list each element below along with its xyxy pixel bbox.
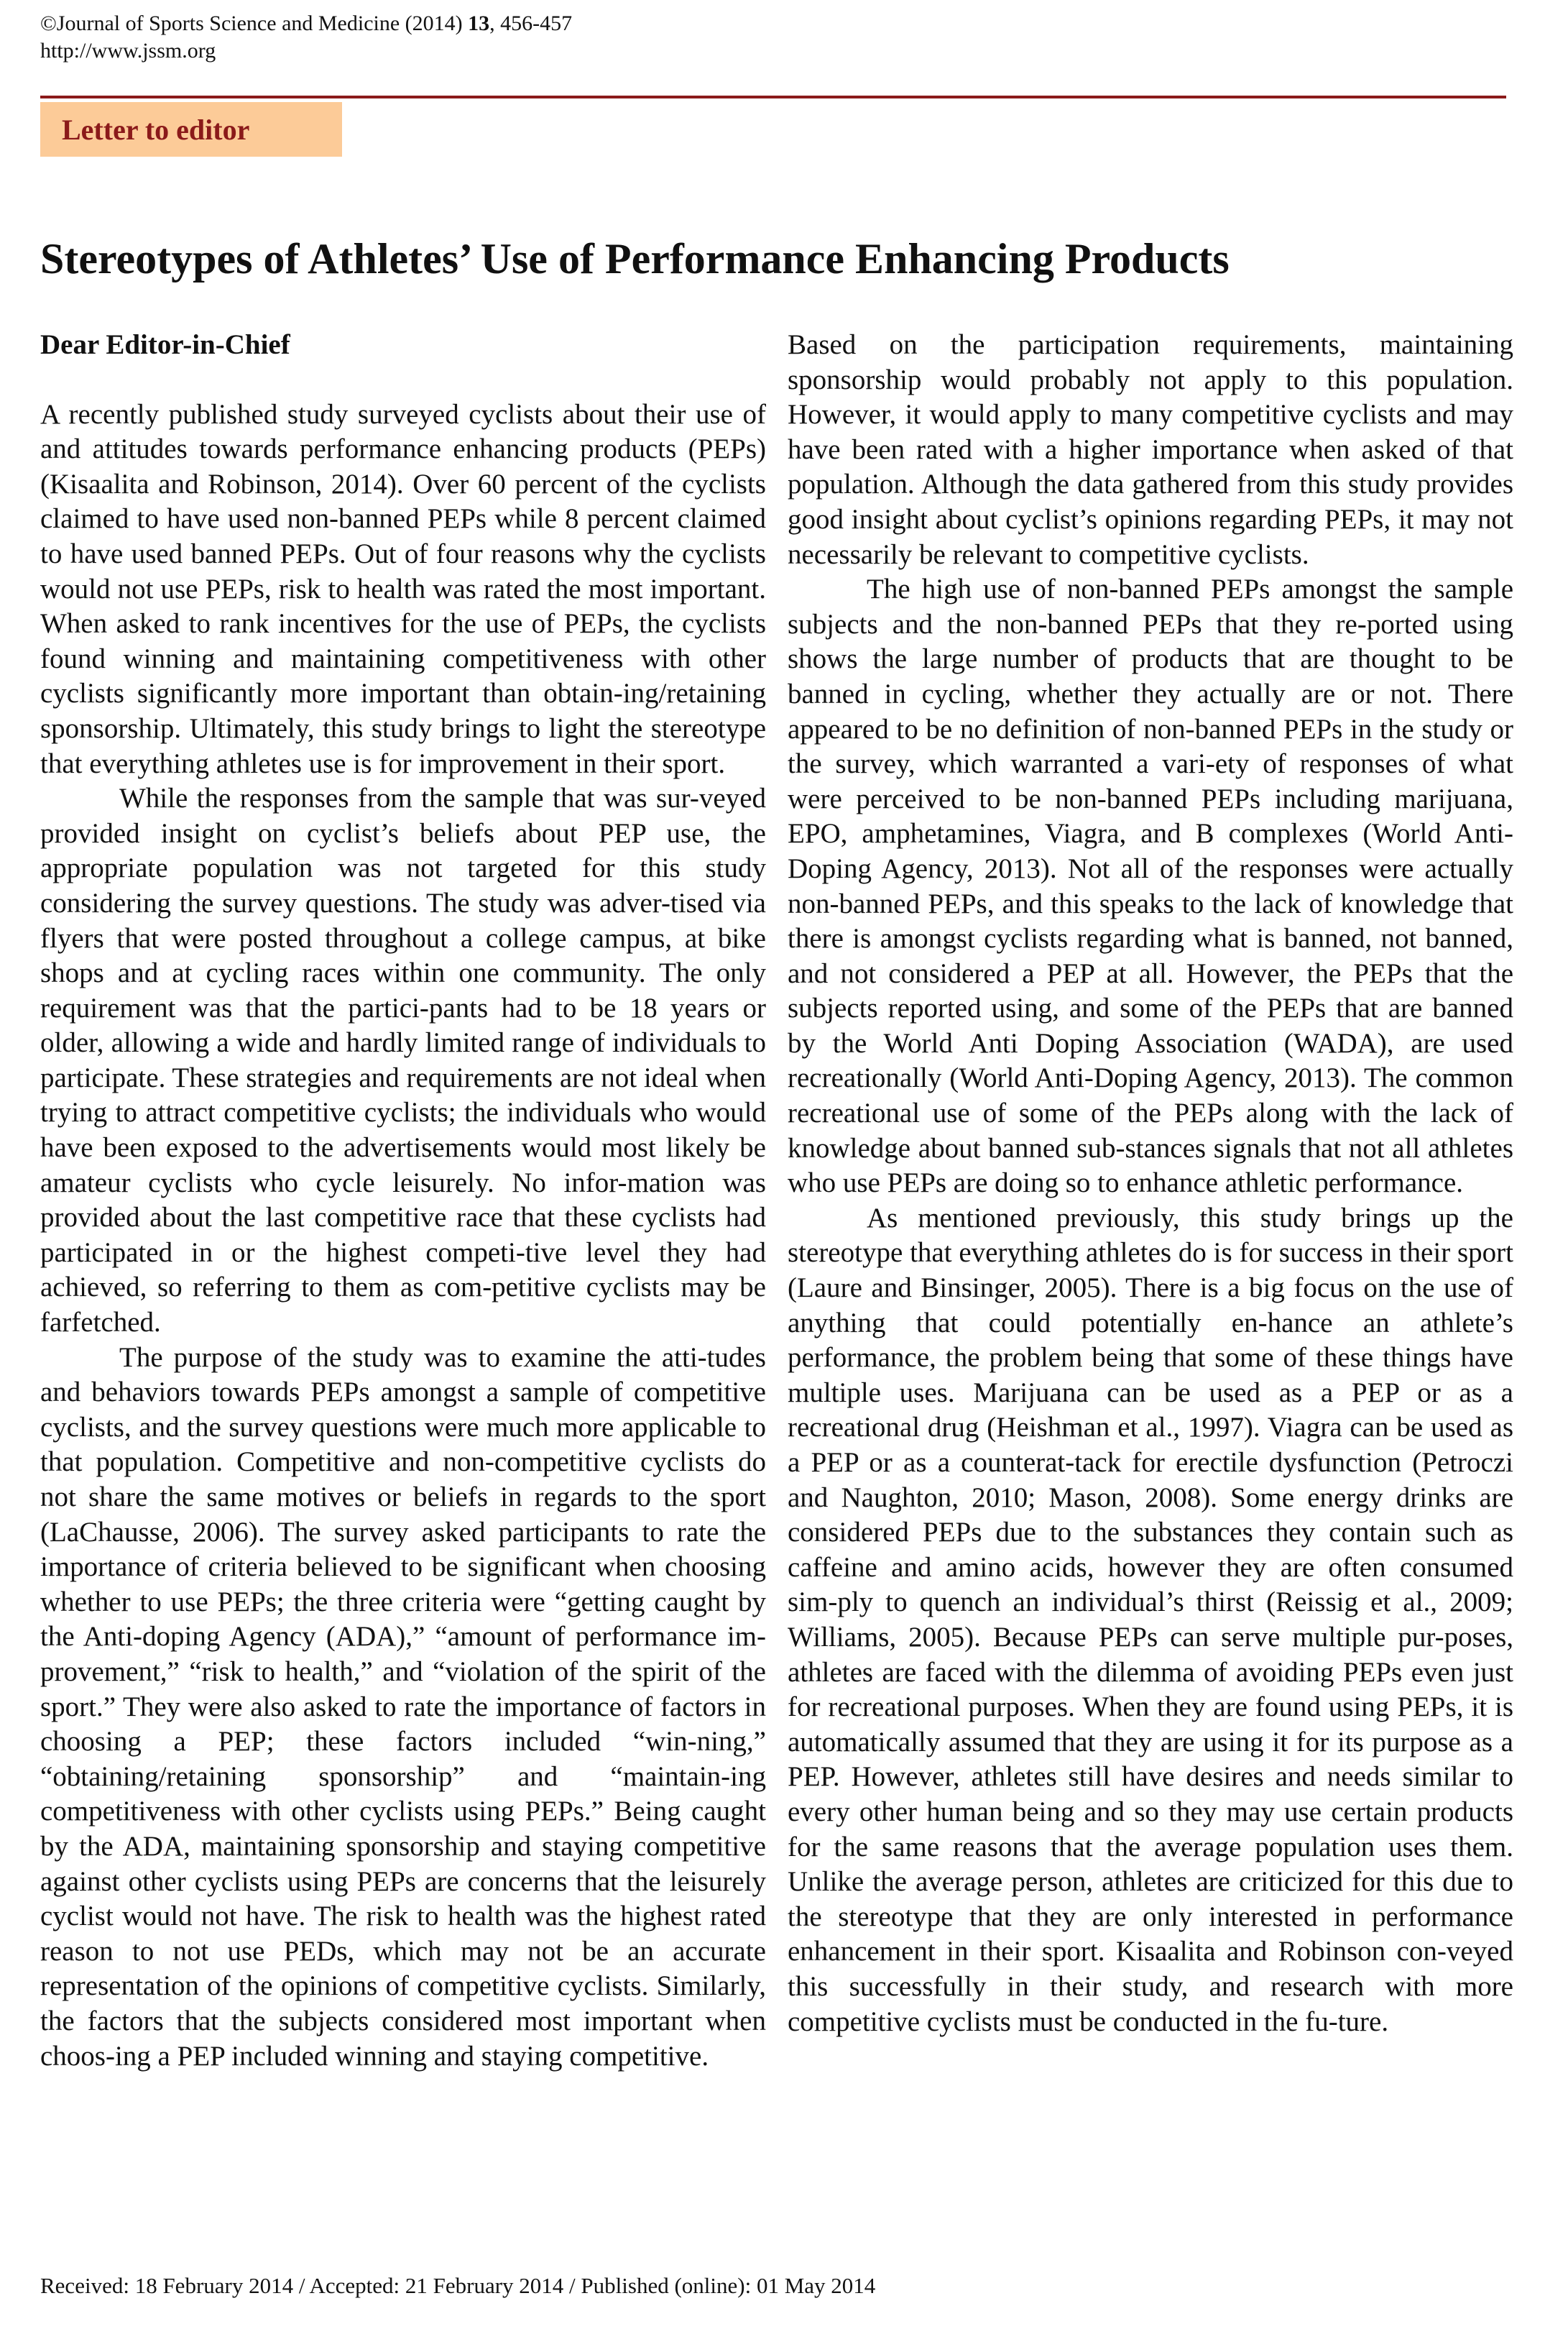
paragraph: The high use of non-banned PEPs amongst the sample subjects and the non-banned PEPs that they re-ported using shows the large number of products that are thought to be banned in cycling, whether they actually are or not. There appeared to be no definition of non-banned PEPs in the study or the survey, which warranted a vari-ety of responses of what were perceived to be non-banned PEPs including marijuana, EPO, amphetamines, Viagra, and B complexes (World Anti-Doping Agency, 2013). Not all of the responses were actually non-banned PEPs, and this speaks to the lack of knowledge that there is amongst cyclists regarding what is banned, not banned, and not considered a PEP at all. However, the PEPs that the subjects reported using, and some of the PEPs that are banned by the World Anti Doping Association (WADA), are used recreationally (World Anti-Doping Agency, 2013). The common recreational use of some of the PEPs along with the lack of knowledge about banned sub-stances signals that not all athletes who use PEPs are doing so to enhance athletic performance. (788, 574, 1513, 1199)
salutation: Dear Editor-in-Chief (40, 329, 290, 360)
paragraph: A recently published study surveyed cyclists about their use of and attitudes towards performance enhancing products (PEPs) (Kisaalita and Robinson, 2014). Over 60 percent of the cyclists claimed to have used non-banned PEPs while 8 percent claimed to have used banned PEPs. Out of four reasons why the cyclists would not use PEPs, risk to health was rated the most important. When asked to rank incentives for the use of PEPs, the cyclists found winning and maintaining competitiveness with other cyclists significantly more important than obtain-ing/retaining sponsorship. Ultimately, this study brings to light the stereotype that everything athletes use is for improvement in their sport. (40, 398, 766, 779)
header-divider (40, 96, 1506, 98)
article-title: Stereotypes of Athletes’ Use of Performance Enhancing Products (40, 235, 1230, 282)
journal-url[interactable]: http://www.jssm.org (40, 39, 216, 63)
page-range: , 456-457 (489, 12, 573, 35)
citation-line (40, 10, 572, 37)
section-label: Letter to editor (40, 102, 342, 157)
journal-header (40, 10, 572, 65)
paragraph: The purpose of the study was to examine the atti-tudes and behaviors towards PEPs amongst a sample of competitive cyclists, and the survey questions were much more applicable to that population. Competitive and non-competitive cyclists do not share the same motives or beliefs in regards to the sport (LaChausse, 2006). The survey asked participants to rate the importance of criteria believed to be significant when choosing whether to use PEPs; the three criteria were “getting caught by the Anti-doping Agency (ADA),” “amount of performance im-provement,” “risk to health,” and “violation of the spirit of the sport.” They were also asked to rate the importance of factors in choosing a PEP; these factors included “win-ning,” “obtaining/retaining sponsorship” and “maintain-ing competitiveness with other cyclists using PEPs.” Being caught by the ADA, maintaining sponsorship and staying competitive against other cyclists using PEPs are concerns that the leisurely cyclist would not have. The risk to health was the highest rated reason to not use PEDs, which may not be an accurate representation of the opinions of competitive cyclists. Similarly, the factors that the subjects considered most important when choos-ing a PEP included winning and staying competitive. (40, 1341, 766, 2072)
journal-citation: ©Journal of Sports Science and Medicine (2014) (40, 12, 469, 35)
right-column (788, 328, 1513, 2039)
left-column (40, 328, 766, 2074)
publication-dates: Received: 18 February 2014 / Accepted: 21 February 2014 / Published (online): 01 May 2014 (40, 2273, 876, 2298)
paragraph: As mentioned previously, this study brings up the stereotype that everything athletes do is for success in their sport (Laure and Binsinger, 2005). There is a big focus on the use of anything that could potentially en-hance an athlete’s performance, the problem being that some of these things have multiple uses. Marijuana can be used as a PEP or as a recreational drug (Heishman et al., 1997). Viagra can be used as a PEP or as a counterat-tack for erectile dysfunction (Petroczi and Naughton, 2010; Mason, 2008). Some energy drinks are considered PEPs due to the substances they contain such as caffeine and amino acids, however they are often consumed sim-ply to quench an individual’s thirst (Reissig et al., 2009; Williams, 2005). Because PEPs can serve multiple pur-poses, athletes are faced with the dilemma of avoiding PEPs even just for recreational purposes. When they are found using PEPs, it is automatically assumed that they are using it for its purpose as a PEP. However, athletes still have desires and needs similar to every other human being and so they may use certain products for the same reasons that the average population uses them. Unlike the average person, athletes are criticized for this due to the stereotype that they are only interested in performance enhancement in their sport. Kisaalita and Robinson con-veyed this successfully in their study, and research with more competitive cyclists must be conducted in the fu-ture. (788, 1202, 1513, 2037)
volume-number: 13 (468, 12, 490, 35)
paragraph: While the responses from the sample that was sur-veyed provided insight on cyclist’s beliefs about PEP use, the appropriate population was not targeted for this study considering the survey questions. The study was adver-tised via flyers that were posted throughout a college campus, at bike shops and at cycling races within one community. The only requirement was that the partici-pants had to be 18 years or older, allowing a wide and hardly limited range of individuals to participate. These strategies and requirements are not ideal when trying to attract competitive cyclists; the individuals who would have been exposed to the advertisements would most likely be amateur cyclists who cycle leisurely. No infor-mation was provided about the last competitive race that these cyclists had participated in or the highest competi-tive level they had achieved, so referring to them as com-petitive cyclists may be farfetched. (40, 783, 766, 1338)
paragraph: Based on the participation requirements, maintaining sponsorship would probably not apply to this population. However, it would apply to many competitive cyclists and may have been rated with a higher importance when asked of that population. Although the data gathered from this study provides good insight about cyclist’s opinions regarding PEPs, it may not necessarily be relevant to competitive cyclists. (788, 329, 1513, 570)
